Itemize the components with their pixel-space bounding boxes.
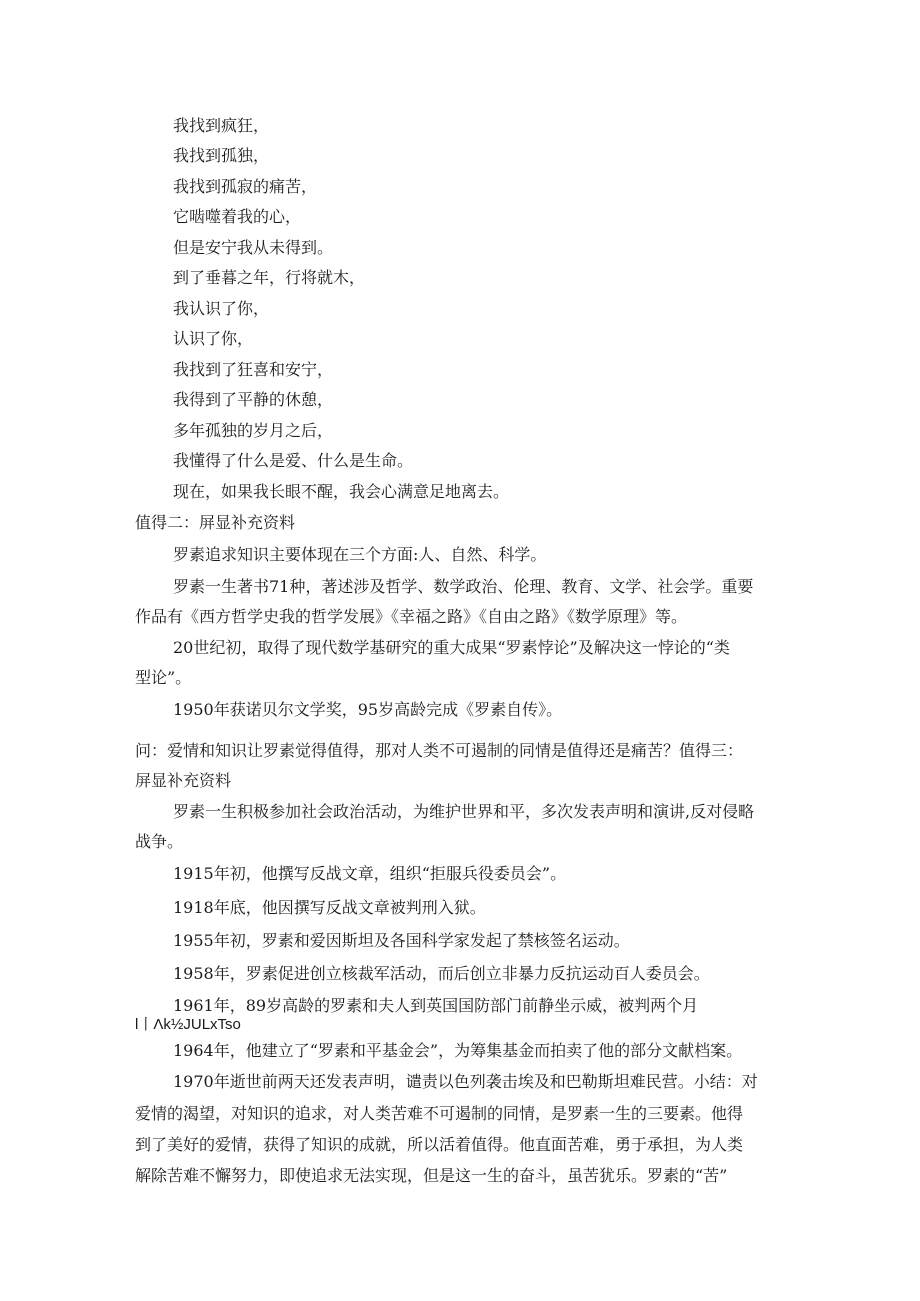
paragraph: 1970年逝世前两天还发表声明，谴责以色列袭击埃及和巴勒斯坦难民营。小结：对 [173,1072,758,1091]
poem-line: 到了垂暮之年，行将就木， [173,268,366,287]
poem-line: 我找到孤独， [173,146,270,165]
poem-line: 多年孤独的岁月之后， [173,421,334,440]
section-heading: 值得二：屏显补充资料 [135,513,296,532]
poem-line: 它啮噬着我的心， [173,207,302,226]
poem-line: 现在，如果我长眼不醒，我会心满意足地离去。 [173,482,510,501]
paragraph: 1950年获诺贝尔文学奖，95岁高龄完成《罗素自传》。 [173,700,563,719]
paragraph-continuation: 到了美好的爱情，获得了知识的成就，所以活着值得。他直面苦难，勇于承担，为人类 [135,1135,744,1154]
paragraph-continuation: 爱情的渴望，对知识的追求，对人类苦难不可遏制的同情，是罗素一生的三要素。他得 [135,1104,744,1123]
poem-line: 我认识了你， [173,299,270,318]
paragraph-continuation: 作品有《西方哲学史我的哲学发展》《幸福之路》《自由之路》《数学原理》等。 [135,607,688,626]
paragraph: 罗素追求知识主要体现在三个方面:人、自然、科学。 [173,545,547,564]
paragraph-continuation: 战争。 [135,832,184,851]
paragraph: 1915年初，他撰写反战文章，组织“拒服兵役委员会”。 [173,864,567,883]
garbled-text: l丨Λk½JULxTso [135,1016,241,1033]
poem-line: 我得到了平静的休憩， [173,390,334,409]
paragraph: 1918年底，他因撰写反战文章被判刑入狱。 [173,898,486,917]
section-heading: 屏显补充资料 [135,771,232,790]
paragraph: 罗素一生积极参加社会政治活动，为维护世界和平，多次发表声明和演讲,反对侵略 [173,802,755,821]
question-text: 问：爱情和知识让罗素觉得值得，那对人类不可遏制的同情是值得还是痛苦？值得三： [135,741,744,760]
paragraph: 罗素一生著书71种，著述涉及哲学、数学政治、伦理、教育、文学、社会学。重要 [173,577,754,596]
paragraph: 1955年初，罗素和爱因斯坦及各国科学家发起了禁核签名运动。 [173,931,630,950]
paragraph: 1958年，罗素促进创立核裁军活动，而后创立非暴力反抗运动百人委员会。 [173,964,710,983]
poem-line: 认识了你， [173,329,254,348]
paragraph: 1964年，他建立了“罗素和平基金会”，为筹集基金而拍卖了他的部分文献档案。 [173,1041,743,1060]
poem-line: 我找到疯狂， [173,116,270,135]
poem-line: 我找到孤寂的痛苦， [173,177,318,196]
paragraph-continuation: 解除苦难不懈努力，即使追求无法实现，但是这一生的奋斗，虽苦犹乐。罗素的“苦” [135,1166,728,1185]
poem-line: 我找到了狂喜和安宁， [173,360,334,379]
poem-line: 我懂得了什么是爱、什么是生命。 [173,451,414,470]
paragraph: 20世纪初，取得了现代数学基研究的重大成果“罗素悖论”及解决这一悖论的“类 [173,638,730,657]
poem-line: 但是安宁我从未得到。 [173,238,334,257]
paragraph-continuation: 型论”。 [135,668,192,687]
paragraph: 1961年，89岁高龄的罗素和夫人到英国国防部门前静坐示威，被判两个月 [173,996,699,1015]
